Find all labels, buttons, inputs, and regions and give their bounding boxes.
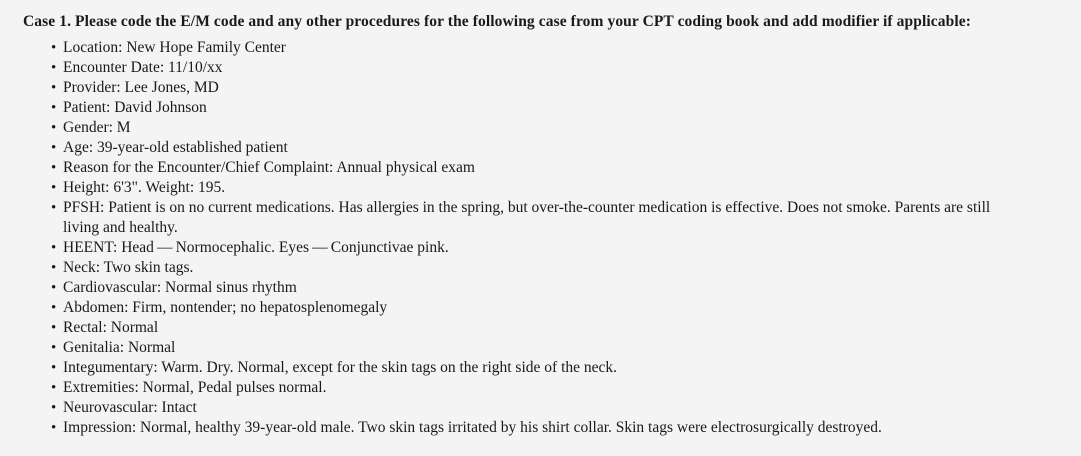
bullet-icon: • [51, 180, 57, 196]
list-item-rectal: • Rectal: Normal [51, 319, 159, 336]
bullet-icon: • [51, 80, 57, 96]
bullet-icon: • [51, 280, 57, 296]
list-item-heent: • HEENT: Head — Normocephalic. Eyes — Conjunctivae pink. [51, 239, 449, 256]
bullet-icon: • [51, 200, 57, 216]
bullet-icon: • [51, 240, 57, 256]
bullet-icon: • [51, 160, 57, 176]
case-details-list [23, 38, 1081, 438]
bullet-icon: • [51, 120, 57, 136]
list-item-chief-complaint: • Reason for the Encounter/Chief Complaint: Annual physical exam [51, 159, 475, 176]
list-item-gender: • Gender: M [51, 119, 131, 136]
list-item-cardiovascular: • Cardiovascular: Normal sinus rhythm [51, 279, 297, 296]
list-item-height-weight: • Height: 6'3". Weight: 195. [51, 179, 226, 196]
bullet-icon: • [51, 380, 57, 396]
bullet-icon: • [51, 420, 57, 436]
list-item-patient: • Patient: David Johnson [51, 99, 207, 116]
list-item-encounter-date: • Encounter Date: 11/10/xx [51, 59, 223, 76]
list-item-genitalia: • Genitalia: Normal [51, 339, 176, 356]
bullet-icon: • [51, 140, 57, 156]
list-item-abdomen: • Abdomen: Firm, nontender; no hepatosplenomegaly [51, 299, 388, 316]
case-heading: Case 1. Please code the E/M code and any other procedures for the following case from your CPT coding book and add modifier if applicable: [23, 13, 971, 30]
bullet-icon: • [51, 40, 57, 56]
bullet-icon: • [51, 400, 57, 416]
list-item-pfsh: • PFSH: Patient is on no current medications. Has allergies in the spring, but over-the-counter medication is effective. Does not smoke. Parents are still living and healthy. [51, 199, 991, 236]
list-item-neck: • Neck: Two skin tags. [51, 259, 194, 276]
bullet-icon: • [51, 60, 57, 76]
bullet-icon: • [51, 300, 57, 316]
list-item-extremities: • Extremities: Normal, Pedal pulses normal. [51, 379, 327, 396]
bullet-icon: • [51, 260, 57, 276]
bullet-icon: • [51, 320, 57, 336]
list-item-age: • Age: 39-year-old established patient [51, 139, 288, 156]
list-item-neurovascular: • Neurovascular: Intact [51, 399, 197, 416]
list-item-location: • Location: New Hope Family Center [51, 39, 286, 56]
list-item-integumentary: • Integumentary: Warm. Dry. Normal, except for the skin tags on the right side of the neck. [51, 359, 618, 376]
bullet-icon: • [51, 100, 57, 116]
bullet-icon: • [51, 360, 57, 376]
list-item-impression: • Impression: Normal, healthy 39-year-old male. Two skin tags irritated by his shirt collar. Skin tags were electrosurgically destroyed. [51, 419, 882, 436]
list-item-provider: • Provider: Lee Jones, MD [51, 79, 219, 96]
bullet-icon: • [51, 340, 57, 356]
